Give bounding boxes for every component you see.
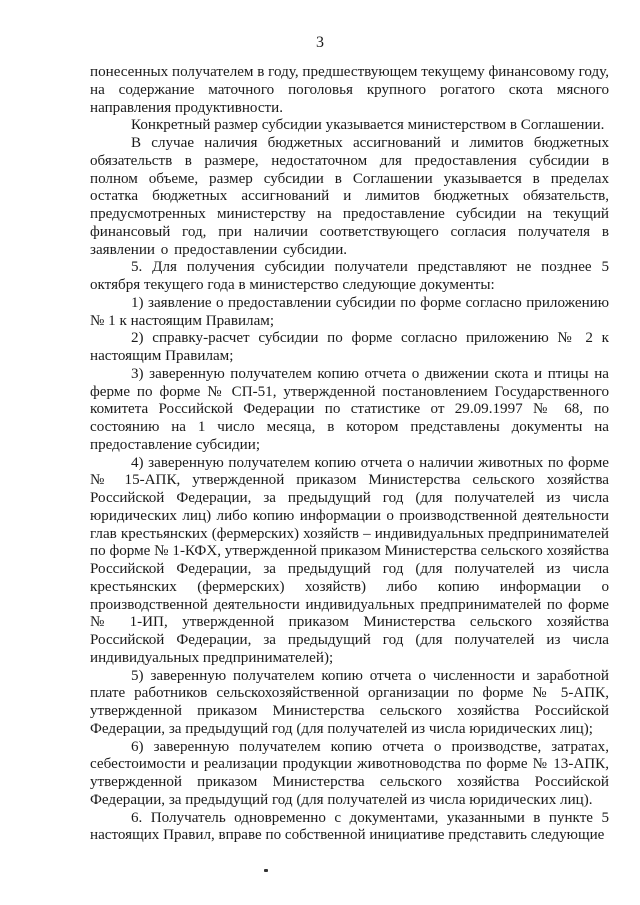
page-number: 3 (316, 34, 324, 51)
document-body (90, 64, 609, 845)
list-item-2: 2) справку-расчет субсидии по форме согласно приложению № 2 к настоящим Правилам; (90, 330, 609, 364)
paragraph-item-6: 6. Получатель одновременно с документами, указанными в пункте 5 настоящих Правил, вправе по собственной инициативе представить следующие (90, 809, 609, 844)
scan-mark (264, 869, 268, 872)
paragraph-continuation: понесенных получателем в году, предшествующем текущему финансовому году, на содержание маточного поголовья крупного рогатого скота мясного направления продуктивности. (90, 64, 609, 116)
list-item-6: 6) заверенную получателем копию отчета о производстве, затратах, себестоимости и реализации продукции животноводства по форме № 13-АПК, утвержденной приказом Министерства сельского хозяйства Российской Федерации, за предыдущий год (для получателей из числа юридических лиц). (90, 738, 609, 808)
paragraph-item-5: 5. Для получения субсидии получатели представляют не позднее 5 октября текущего года в министерство следующие документы: (90, 259, 609, 293)
list-item-5: 5) заверенную получателем копию отчета о численности и заработной плате работников сельскохозяйственной организации по форме № 5-АПК, утвержденной приказом Министерства сельского хозяйства Российской Федерации, за предыдущий год (для получателей из числа юридических лиц); (90, 667, 609, 737)
paragraph-insufficient-funds: В случае наличия бюджетных ассигнований и лимитов бюджетных обязательств в размере, недостаточном для предоставления субсидии в полном объеме, размер субсидии в Соглашении указывается в пределах остатка бюджетных ассигнований и лимитов бюджетных обязательств, предусмотренных министерству на предоставление субсидии на текущий финансовый год, при наличии соответствующего согласия получателя в заявлении о предоставлении субсидии. (90, 135, 609, 258)
list-item-3: 3) заверенную получателем копию отчета о движении скота и птицы на ферме по форме № СП-51, утвержденной постановлением Государственного комитета Российской Федерации по статистике от 29.09.1997 № 68, по состоянию на 1 число месяца, в котором представлены документы на предоставление субсидии; (90, 365, 609, 453)
paragraph-subsidy-amount: Конкретный размер субсидии указывается министерством в Соглашении. (131, 117, 605, 134)
list-item-1: 1) заявление о предоставлении субсидии по форме согласно приложению № 1 к настоящим Правилам; (90, 294, 609, 329)
list-item-4: 4) заверенную получателем копию отчета о наличии животных по форме № 15-АПК, утвержденной приказом Министерства сельского хозяйства Российской Федерации, за предыдущий год (для получателей из числа юридических лиц) либо копию информации о производственной деятельности глав крестьянских (фермерских) хозяйств – индивидуальных предпринимателей по форме № 1-КФХ, утвержденной приказом Министерства сельского хозяйства Российской Федерации, за предыдущий год (для получателей из числа крестьянских (фермерских) хозяйств) либо копию информации о производственной деятельности индивидуальных предпринимателей по форме № 1-ИП, утвержденной приказом Министерства сельского хозяйства Российской Федерации, за предыдущий год (для получателей из числа индивидуальных предпринимателей); (90, 454, 609, 666)
